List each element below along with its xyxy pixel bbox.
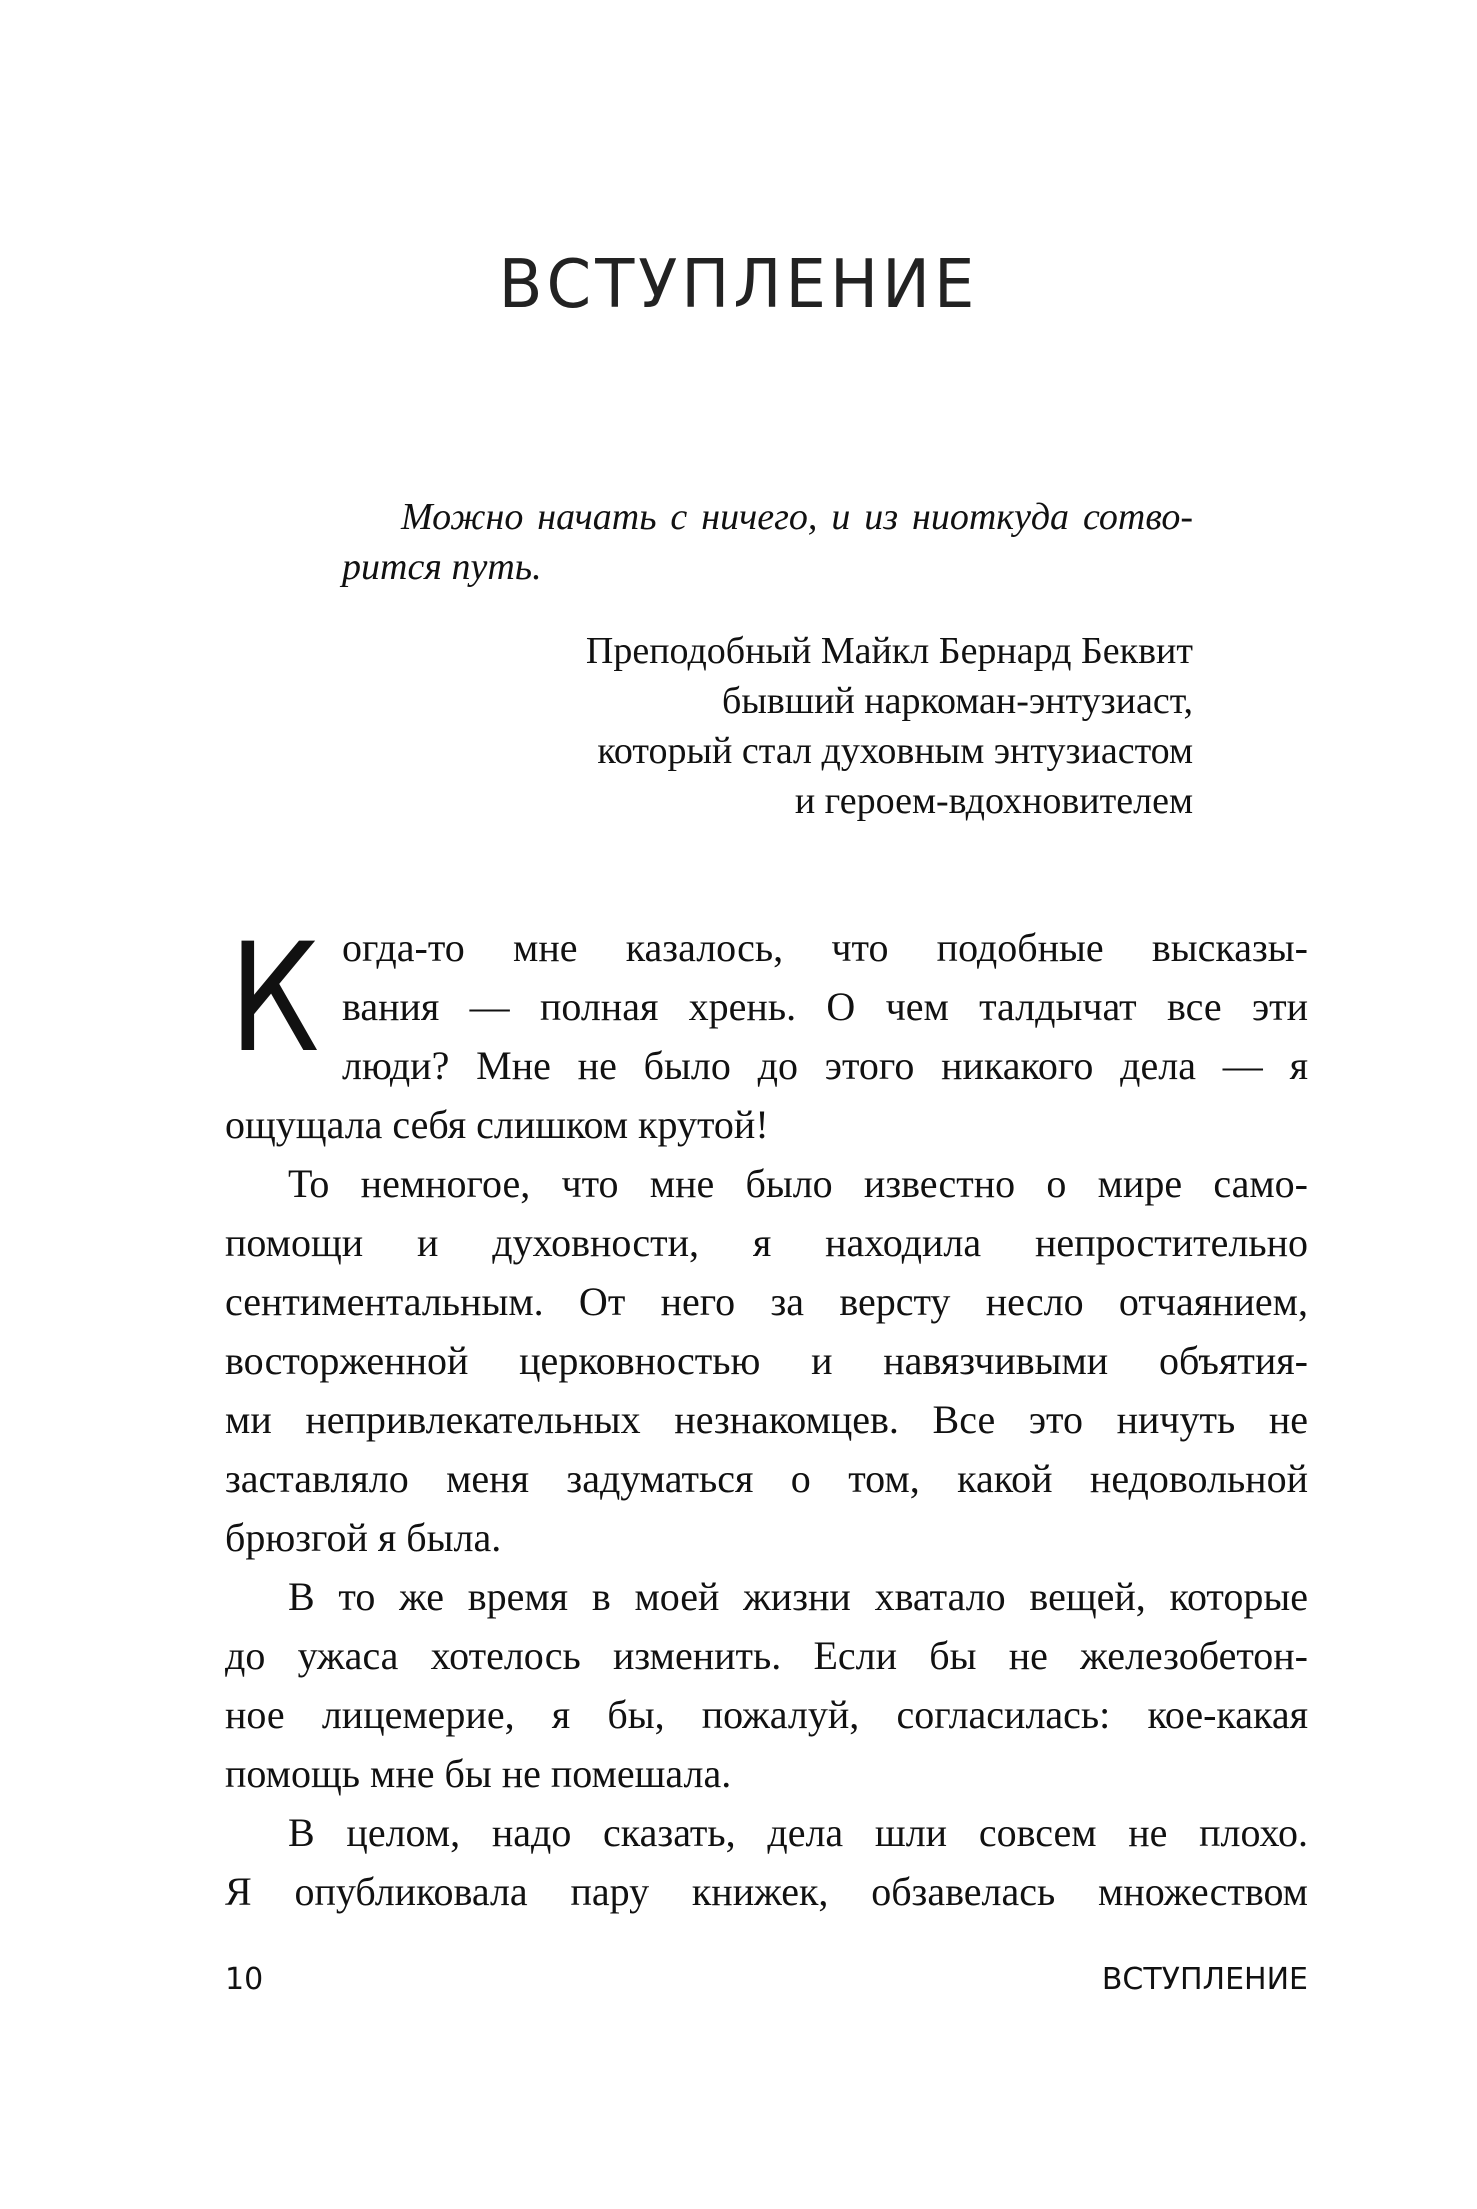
text-line: помощь мне бы не помешала. [225,1751,732,1796]
text-line: То немногое, что мне было известно о мире само- [288,1161,1308,1206]
text-line: сентиментальным. От него за версту несло отчаянием, [225,1279,1308,1324]
attribution-line: который стал духовным энтузиастом [597,730,1193,772]
body-text [225,912,1308,1921]
text-line: вания — полная хрень. О чем талдычат все эти [342,984,1308,1029]
text-line: помощи и духовности, я находила непростительно [225,1220,1308,1265]
text-line: ное лицемерие, я бы, пожалуй, согласилась: кое-какая [225,1692,1308,1737]
text-line: огда-то мне казалось, что подобные высказы- [342,925,1308,970]
text-line: Я опубликовала пару книжек, обзавелась множеством [225,1869,1308,1914]
text-line: В то же время в моей жизни хватало вещей, которые [288,1574,1308,1619]
epigraph [342,492,1193,826]
attribution-line: и героем-вдохновителем [794,780,1193,822]
paragraph [225,1154,1308,1567]
text-line: В целом, надо сказать, дела шли совсем не плохо. [288,1810,1308,1855]
epigraph-quote-line: рится путь. [342,546,542,588]
running-head: ВСТУПЛЕНИЕ [1101,1962,1308,1997]
text-line: заставляло меня задуматься о том, какой недовольной [225,1456,1308,1501]
text-line: ми непривлекательных незнакомцев. Все это ничуть не [225,1397,1308,1442]
chapter-title: ВСТУПЛЕНИЕ [498,246,979,324]
text-line: восторженной церковностью и навязчивыми объятия- [225,1338,1308,1383]
attribution-line: бывший наркоман-энтузиаст, [722,680,1193,722]
text-line: люди? Мне не было до этого никакого дела — я [342,1043,1308,1088]
page-footer [225,1962,1308,1997]
paragraph [225,1567,1308,1803]
attribution-line: Преподобный Майкл Бернард Беквит [585,630,1193,672]
text-line: до ужаса хотелось изменить. Если бы не железобетон- [225,1633,1308,1678]
paragraph [225,912,1308,1154]
text-line: ощущала себя слишком крутой! [225,1102,769,1147]
drop-cap: К [229,912,320,1086]
epigraph-quote-line: Можно начать с ничего, и из ниоткуда сотво- [401,496,1193,538]
text-line: брюзгой я была. [225,1515,502,1560]
epigraph-attribution [342,626,1193,826]
page-number: 10 [225,1962,264,1997]
paragraph [225,1803,1308,1921]
